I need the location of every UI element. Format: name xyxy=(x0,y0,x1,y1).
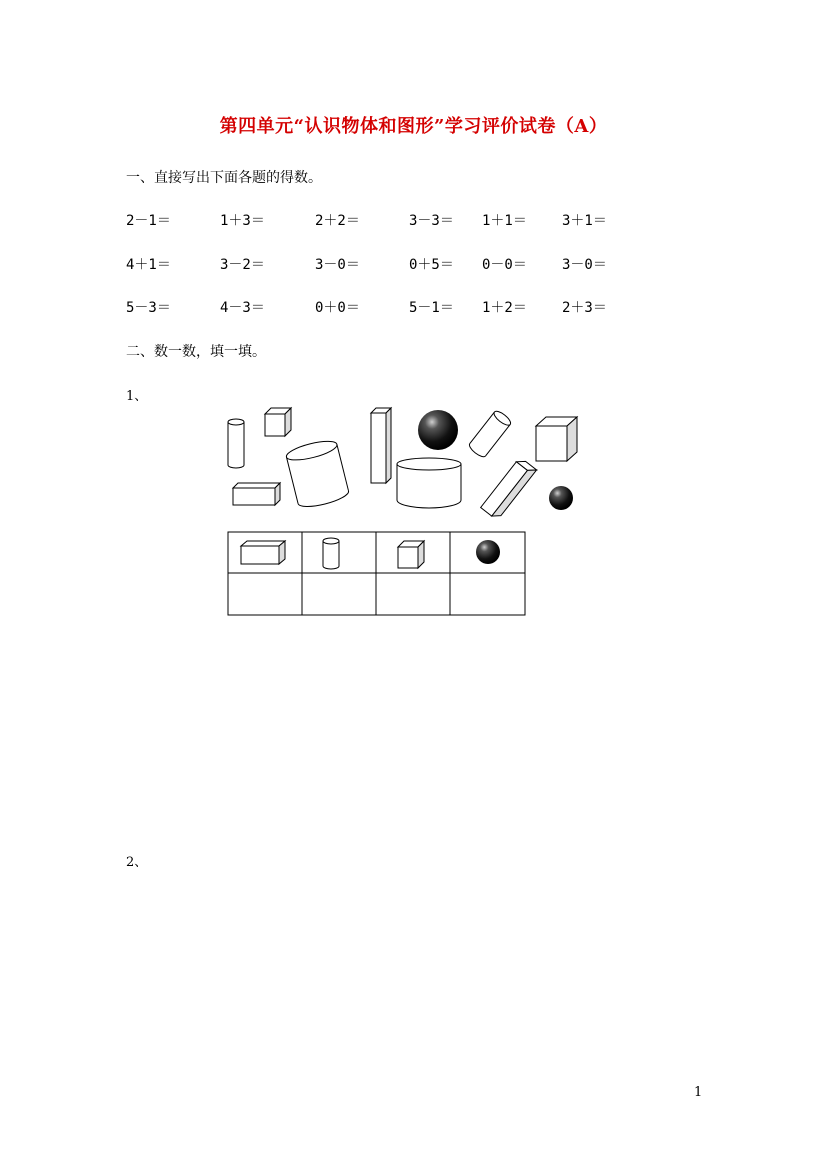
shapes-illustration xyxy=(215,402,595,527)
cuboid-icon xyxy=(481,457,537,520)
section-1-heading: 一、直接写出下面各题的得数。 xyxy=(126,170,322,186)
sphere-icon xyxy=(476,540,500,564)
cube-icon xyxy=(265,408,291,436)
page-title: 第四单元“认识物体和图形”学习评价试卷（A） xyxy=(219,116,608,137)
sphere-icon xyxy=(418,410,458,450)
cuboid-icon xyxy=(371,408,391,483)
section-2-heading: 二、数一数，填一填。 xyxy=(126,344,266,360)
cube-icon xyxy=(536,417,577,461)
equation: 3－2＝ xyxy=(220,257,265,273)
equation: 4－3＝ xyxy=(220,300,265,316)
equation: 3－0＝ xyxy=(315,257,360,273)
question-1-label: 1、 xyxy=(126,389,148,404)
equation: 1＋2＝ xyxy=(482,300,527,316)
equation: 1＋1＝ xyxy=(482,213,527,229)
page-number: 1 xyxy=(694,1085,703,1100)
equation: 5－1＝ xyxy=(409,300,454,316)
equation: 5－3＝ xyxy=(126,300,171,316)
equation: 0＋5＝ xyxy=(409,257,454,273)
question-2-label: 2、 xyxy=(126,855,148,870)
cylinder-icon xyxy=(323,538,339,569)
cuboid-icon xyxy=(233,483,280,505)
equation: 1＋3＝ xyxy=(220,213,265,229)
equation: 0－0＝ xyxy=(482,257,527,273)
cylinder-icon xyxy=(285,438,350,511)
equation: 3－0＝ xyxy=(562,257,607,273)
equation-row-1 xyxy=(0,210,827,230)
sphere-icon xyxy=(549,486,573,510)
equation: 2－1＝ xyxy=(126,213,171,229)
equation: 3－3＝ xyxy=(409,213,454,229)
cylinder-icon xyxy=(228,419,244,468)
equation: 0＋0＝ xyxy=(315,300,360,316)
cylinder-icon xyxy=(397,458,461,508)
equation: 2＋2＝ xyxy=(315,213,360,229)
cube-icon xyxy=(398,541,424,568)
equation-row-3 xyxy=(0,297,827,317)
cuboid-icon xyxy=(241,541,285,564)
equation: 2＋3＝ xyxy=(562,300,607,316)
equation: 4＋1＝ xyxy=(126,257,171,273)
cylinder-icon xyxy=(467,409,512,459)
equation-row-2 xyxy=(0,254,827,274)
equation: 3＋1＝ xyxy=(562,213,607,229)
answer-table xyxy=(227,531,527,617)
